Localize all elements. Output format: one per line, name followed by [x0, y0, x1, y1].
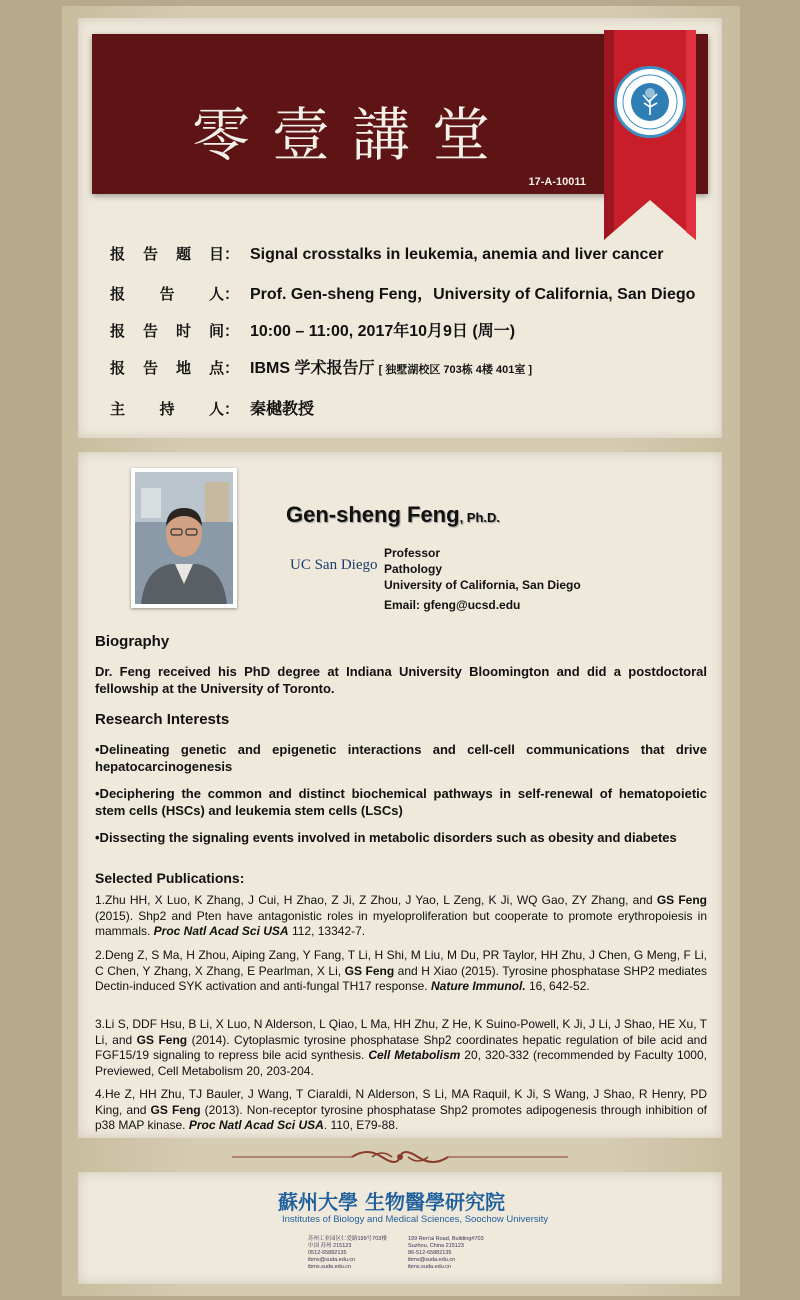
topic-label: 报告题目	[110, 246, 224, 263]
place-detail: [ 独墅湖校区 703栋 4楼 401室 ]	[378, 364, 533, 376]
colon: ：	[224, 286, 240, 303]
pub-journal: Cell Metabolism	[368, 1048, 461, 1062]
address-line: 中国 苏州 215123	[308, 1243, 352, 1249]
address-line: Suzhou, China 215123	[408, 1243, 464, 1249]
speaker-photo	[131, 468, 237, 608]
host-value: 秦樾教授	[250, 401, 315, 418]
pub-authors: 2.Deng Z, S Ma, H Zhou, Aiping Zang, Y Fang, T Li, H Shi, M Liu, M Du, PR Taylor, HH Zhu, J Chen, G Meng, F Li, C Chen, Y Zhang, X Zhang, E Pearlman, X Li,	[95, 948, 707, 978]
pub-citation: 112, 13342-7.	[288, 924, 366, 938]
speaker-university: University of California, San Diego	[384, 578, 581, 592]
pub-highlight-author: GS Feng	[136, 1032, 188, 1047]
pub-title: and H Xiao (2015). Tyrosine phosphatase SHP2 mediates Dectin-induced SYK activation and anti-fungal TH17 response.	[95, 963, 707, 993]
speaker-dept: Pathology	[384, 562, 443, 576]
speaker-name	[286, 502, 500, 528]
institute-name-cn: 蘇州大學 生物醫學研究院	[278, 1190, 505, 1214]
host-row	[110, 396, 314, 419]
colon: ：	[224, 401, 240, 418]
time-label: 报告时间	[110, 323, 224, 340]
speaker-value: Prof. Gen-sheng Feng，University of California, San Diego	[250, 286, 696, 303]
colon: ：	[224, 360, 240, 377]
address-en	[408, 1236, 484, 1271]
pub-title: (2015). Shp2 and Pten have antagonistic roles in myeloproliferation but cooperate to promote erythropoiesis in mammals.	[95, 908, 707, 938]
pub-highlight-author: GS Feng	[150, 1102, 201, 1117]
pub-authors: 3.Li S, DDF Hsu, B Li, X Luo, N Alderson, L Qiao, L Ma, HH Zhu, Z He, K Suino-Powell, K Ji, J Li, J Shao, HE Xu, T Li, and	[95, 1017, 707, 1047]
publication-item	[95, 948, 707, 995]
place-value: IBMS 学术报告厅	[250, 360, 375, 377]
place-row	[110, 355, 532, 378]
lecture-code: 17-A-10011	[528, 176, 586, 188]
address-line: ibms@suda.edu.cn	[308, 1257, 356, 1263]
research-item: •Delineating genetic and epigenetic interactions and cell-cell communications that drive hepatocarcinogenesis	[95, 742, 707, 774]
pub-title: (2014). Cytoplasmic tyrosine phosphatase Shp2 coordinates hepatic regulation of bile acid and FGF15/19 signaling to repress bile acid synthesis.	[95, 1032, 707, 1062]
publication-item	[95, 1087, 707, 1134]
pub-authors: 4.He Z, HH Zhu, TJ Bauler, J Wang, T Ciaraldi, N Alderson, S Li, MA Raquil, K Ji, S Wang, J Shao, R Henry, PD King, and	[95, 1087, 707, 1117]
ornament-divider	[232, 1145, 568, 1169]
colon: ：	[224, 323, 240, 340]
research-item: •Deciphering the common and distinct biochemical pathways in self-renewal of hematopoietic stem cells (HSCs) and leukemia stem cells (LSCs)	[95, 786, 707, 818]
ucsd-logo: UC San Diego	[290, 557, 378, 573]
speaker-name-text: Gen-sheng Feng	[286, 502, 460, 527]
address-line: 苏州工业园区仁爱路199号703楼	[308, 1236, 387, 1242]
time-row	[110, 318, 515, 341]
colon: ：	[224, 246, 240, 263]
pub-journal: Nature Immunol.	[430, 979, 526, 993]
address-line: ibms@suda.edu.cn	[408, 1257, 456, 1263]
pub-title: (2013). Non-receptor tyrosine phosphatase Shp2 promotes adipogenesis through inhibition of p38 MAP kinase.	[95, 1102, 707, 1132]
pub-citation: . 110, E79-88.	[323, 1118, 399, 1132]
address-line: 0512-65882135	[308, 1250, 347, 1256]
publication-item	[95, 893, 707, 940]
publications-heading: Selected Publications:	[95, 870, 245, 886]
address-line: ibms.suda.edu.cn	[408, 1264, 452, 1270]
pub-authors: 1.Zhu HH, X Luo, K Zhang, J Cui, H Zhao, Z Ji, Z Zhou, J Yao, L Zeng, K Ji, WQ Gao, ZY Zhang, and	[95, 893, 657, 907]
pub-highlight-author: GS Feng	[656, 893, 707, 907]
institute-seal-icon	[614, 66, 686, 138]
topic-value: Signal crosstalks in leukemia, anemia and liver cancer	[250, 246, 664, 263]
address-line: ibms.suda.edu.cn	[308, 1264, 352, 1270]
lecture-series-title: 零壹講堂	[191, 101, 512, 169]
pub-highlight-author: GS Feng	[344, 963, 395, 978]
research-heading: Research Interests	[95, 711, 230, 728]
address-cn	[308, 1236, 387, 1271]
pub-journal: Proc Natl Acad Sci USA	[153, 924, 289, 938]
host-label: 主持人	[110, 401, 224, 418]
address-line: 199 Ren'ai Road, Building#703	[408, 1236, 484, 1242]
speaker-row	[110, 281, 695, 304]
institute-name-en: Institutes of Biology and Medical Sciences, Soochow University	[282, 1214, 549, 1225]
speaker-email: Email: gfeng@ucsd.edu	[384, 598, 521, 612]
pub-citation: 16, 642-52.	[525, 979, 590, 993]
biography-heading: Biography	[95, 633, 170, 650]
pub-journal: Proc Natl Acad Sci USA	[188, 1118, 324, 1132]
biography-text: Dr. Feng received his PhD degree at Indiana University Bloomington and did a postdoctoral fellowship at the University of Toronto.	[95, 664, 707, 696]
speaker-degree: , Ph.D.	[459, 510, 501, 525]
address-line: 86-512-65882135	[408, 1250, 452, 1256]
time-value: 10:00 – 11:00, 2017年10月9日 (周一)	[250, 323, 516, 340]
topic-row	[110, 243, 664, 264]
publication-item	[95, 1017, 707, 1079]
place-label: 报告地点	[110, 360, 224, 377]
speaker-title: Professor	[384, 546, 441, 560]
speaker-label: 报告人	[110, 286, 224, 303]
pub-citation: 20, 320-332 (recommended by Faculty 1000, Previewed, Cell Metabolism 20, 203-204.	[95, 1048, 707, 1078]
research-item: •Dissecting the signaling events involved in metabolic disorders such as obesity and diabetes	[95, 830, 677, 845]
